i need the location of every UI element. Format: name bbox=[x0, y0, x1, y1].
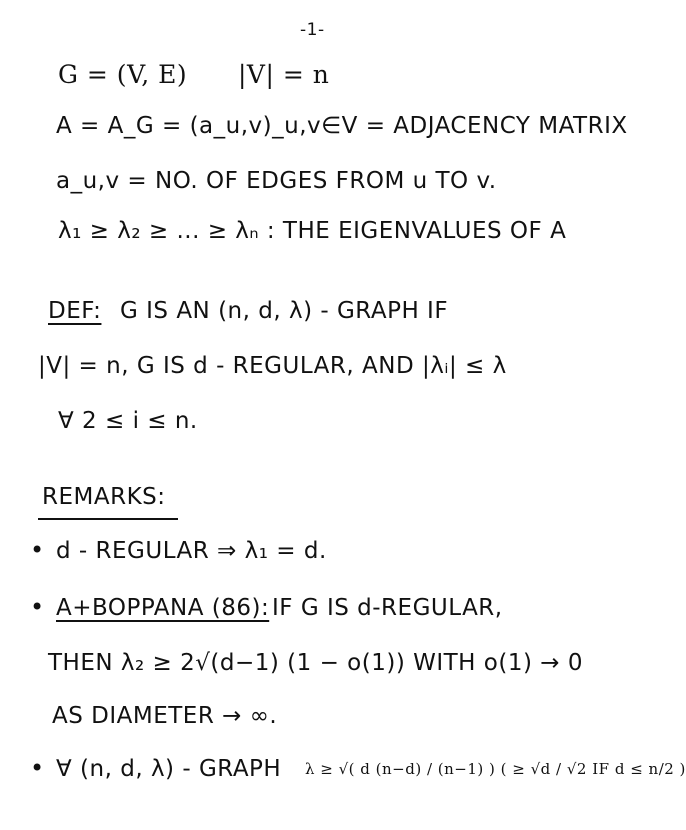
definition-line-2: |V| = n, G IS d - REGULAR, AND |λᵢ| ≤ λ bbox=[38, 353, 507, 379]
remark-1-bullet: • bbox=[30, 536, 45, 564]
remark-3-lambda-bound: λ ≥ √( d (n−d) / (n−1) ) ( ≥ √d / √2 IF d ≤ n/2 ) bbox=[305, 760, 686, 778]
remark-2-bullet: • bbox=[30, 593, 45, 621]
vertex-count: |V| = n bbox=[238, 60, 330, 89]
remark-3-text: ∀ (n, d, λ) - GRAPH bbox=[56, 756, 282, 782]
definition-label: DEF: bbox=[48, 298, 102, 324]
adjacency-matrix-definition: A = A_G = (a_u,v)_u,v∈V = ADJACENCY MATRIX bbox=[56, 113, 628, 139]
eigenvalue-ordering: λ₁ ≥ λ₂ ≥ ... ≥ λₙ : THE EIGENVALUES OF A bbox=[58, 218, 567, 244]
definition-line-3: ∀ 2 ≤ i ≤ n. bbox=[58, 408, 198, 434]
remarks-heading-underline bbox=[38, 518, 178, 520]
remark-2-label: A+BOPPANA (86): bbox=[56, 595, 270, 621]
remark-2-continuation-2: AS DIAMETER → ∞. bbox=[52, 703, 278, 729]
remark-3-bullet: • bbox=[30, 754, 45, 782]
remark-2-continuation-1: THEN λ₂ ≥ 2√(d−1) (1 − o(1)) WITH o(1) → 0 bbox=[48, 650, 583, 676]
remark-1-text: d - REGULAR ⇒ λ₁ = d. bbox=[56, 538, 327, 564]
definition-line-1: G IS AN (n, d, λ) - GRAPH IF bbox=[120, 298, 449, 324]
graph-definition: G = (V, E) bbox=[58, 60, 188, 89]
remark-2-text: IF G IS d-REGULAR, bbox=[272, 595, 503, 621]
page-number: -1- bbox=[300, 20, 325, 40]
adjacency-entry-definition: a_u,v = NO. OF EDGES FROM u TO v. bbox=[56, 168, 497, 194]
remarks-heading: REMARKS: bbox=[42, 484, 166, 510]
